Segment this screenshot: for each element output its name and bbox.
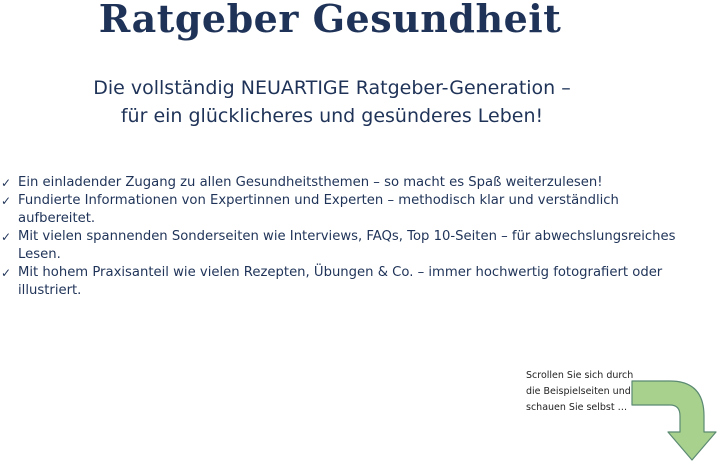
- feature-item: [0, 264, 700, 300]
- feature-text: Fundierte Informationen von Expertinnen und Experten – methodisch klar und verständlich aufbereitet.: [18, 193, 619, 226]
- page-title: Ratgeber Gesundheit: [98, 0, 562, 41]
- feature-text-continued: illustriert.: [18, 283, 82, 298]
- feature-item: [0, 174, 700, 192]
- curved-down-arrow-shape: [632, 381, 716, 460]
- scroll-hint-line-2: die Beispielseiten und: [526, 386, 631, 397]
- feature-text: Mit hohem Praxisanteil wie vielen Rezepten, Übungen & Co. – immer hochwertig fotografiert oder: [18, 265, 663, 280]
- page-subtitle-line-1: Die vollständig NEUARTIGE Ratgeber-Generation –: [93, 77, 571, 99]
- checkmark-icon: ✓: [1, 194, 12, 208]
- feature-text: Ein einladender Zugang zu allen Gesundheitsthemen – so macht es Spaß weiterzulesen!: [18, 175, 603, 190]
- curved-down-arrow-icon: [630, 378, 720, 462]
- feature-text: Mit vielen spannenden Sonderseiten wie Interviews, FAQs, Top 10-Seiten – für abwechslungsreiches: [18, 229, 676, 244]
- feature-text-continued: Lesen.: [18, 247, 61, 262]
- page-subtitle-line-2: für ein glücklicheres und gesünderes Leben!: [120, 105, 544, 127]
- feature-item: [0, 192, 700, 228]
- checkmark-icon: ✓: [1, 266, 12, 280]
- feature-list: [0, 174, 700, 300]
- scroll-hint-line-3: schauen Sie selbst …: [526, 402, 628, 413]
- checkmark-icon: ✓: [1, 176, 12, 190]
- scroll-hint-line-1: Scrollen Sie sich durch: [526, 370, 634, 381]
- scroll-hint: [526, 368, 646, 416]
- checkmark-icon: ✓: [1, 230, 12, 244]
- feature-item: [0, 228, 700, 264]
